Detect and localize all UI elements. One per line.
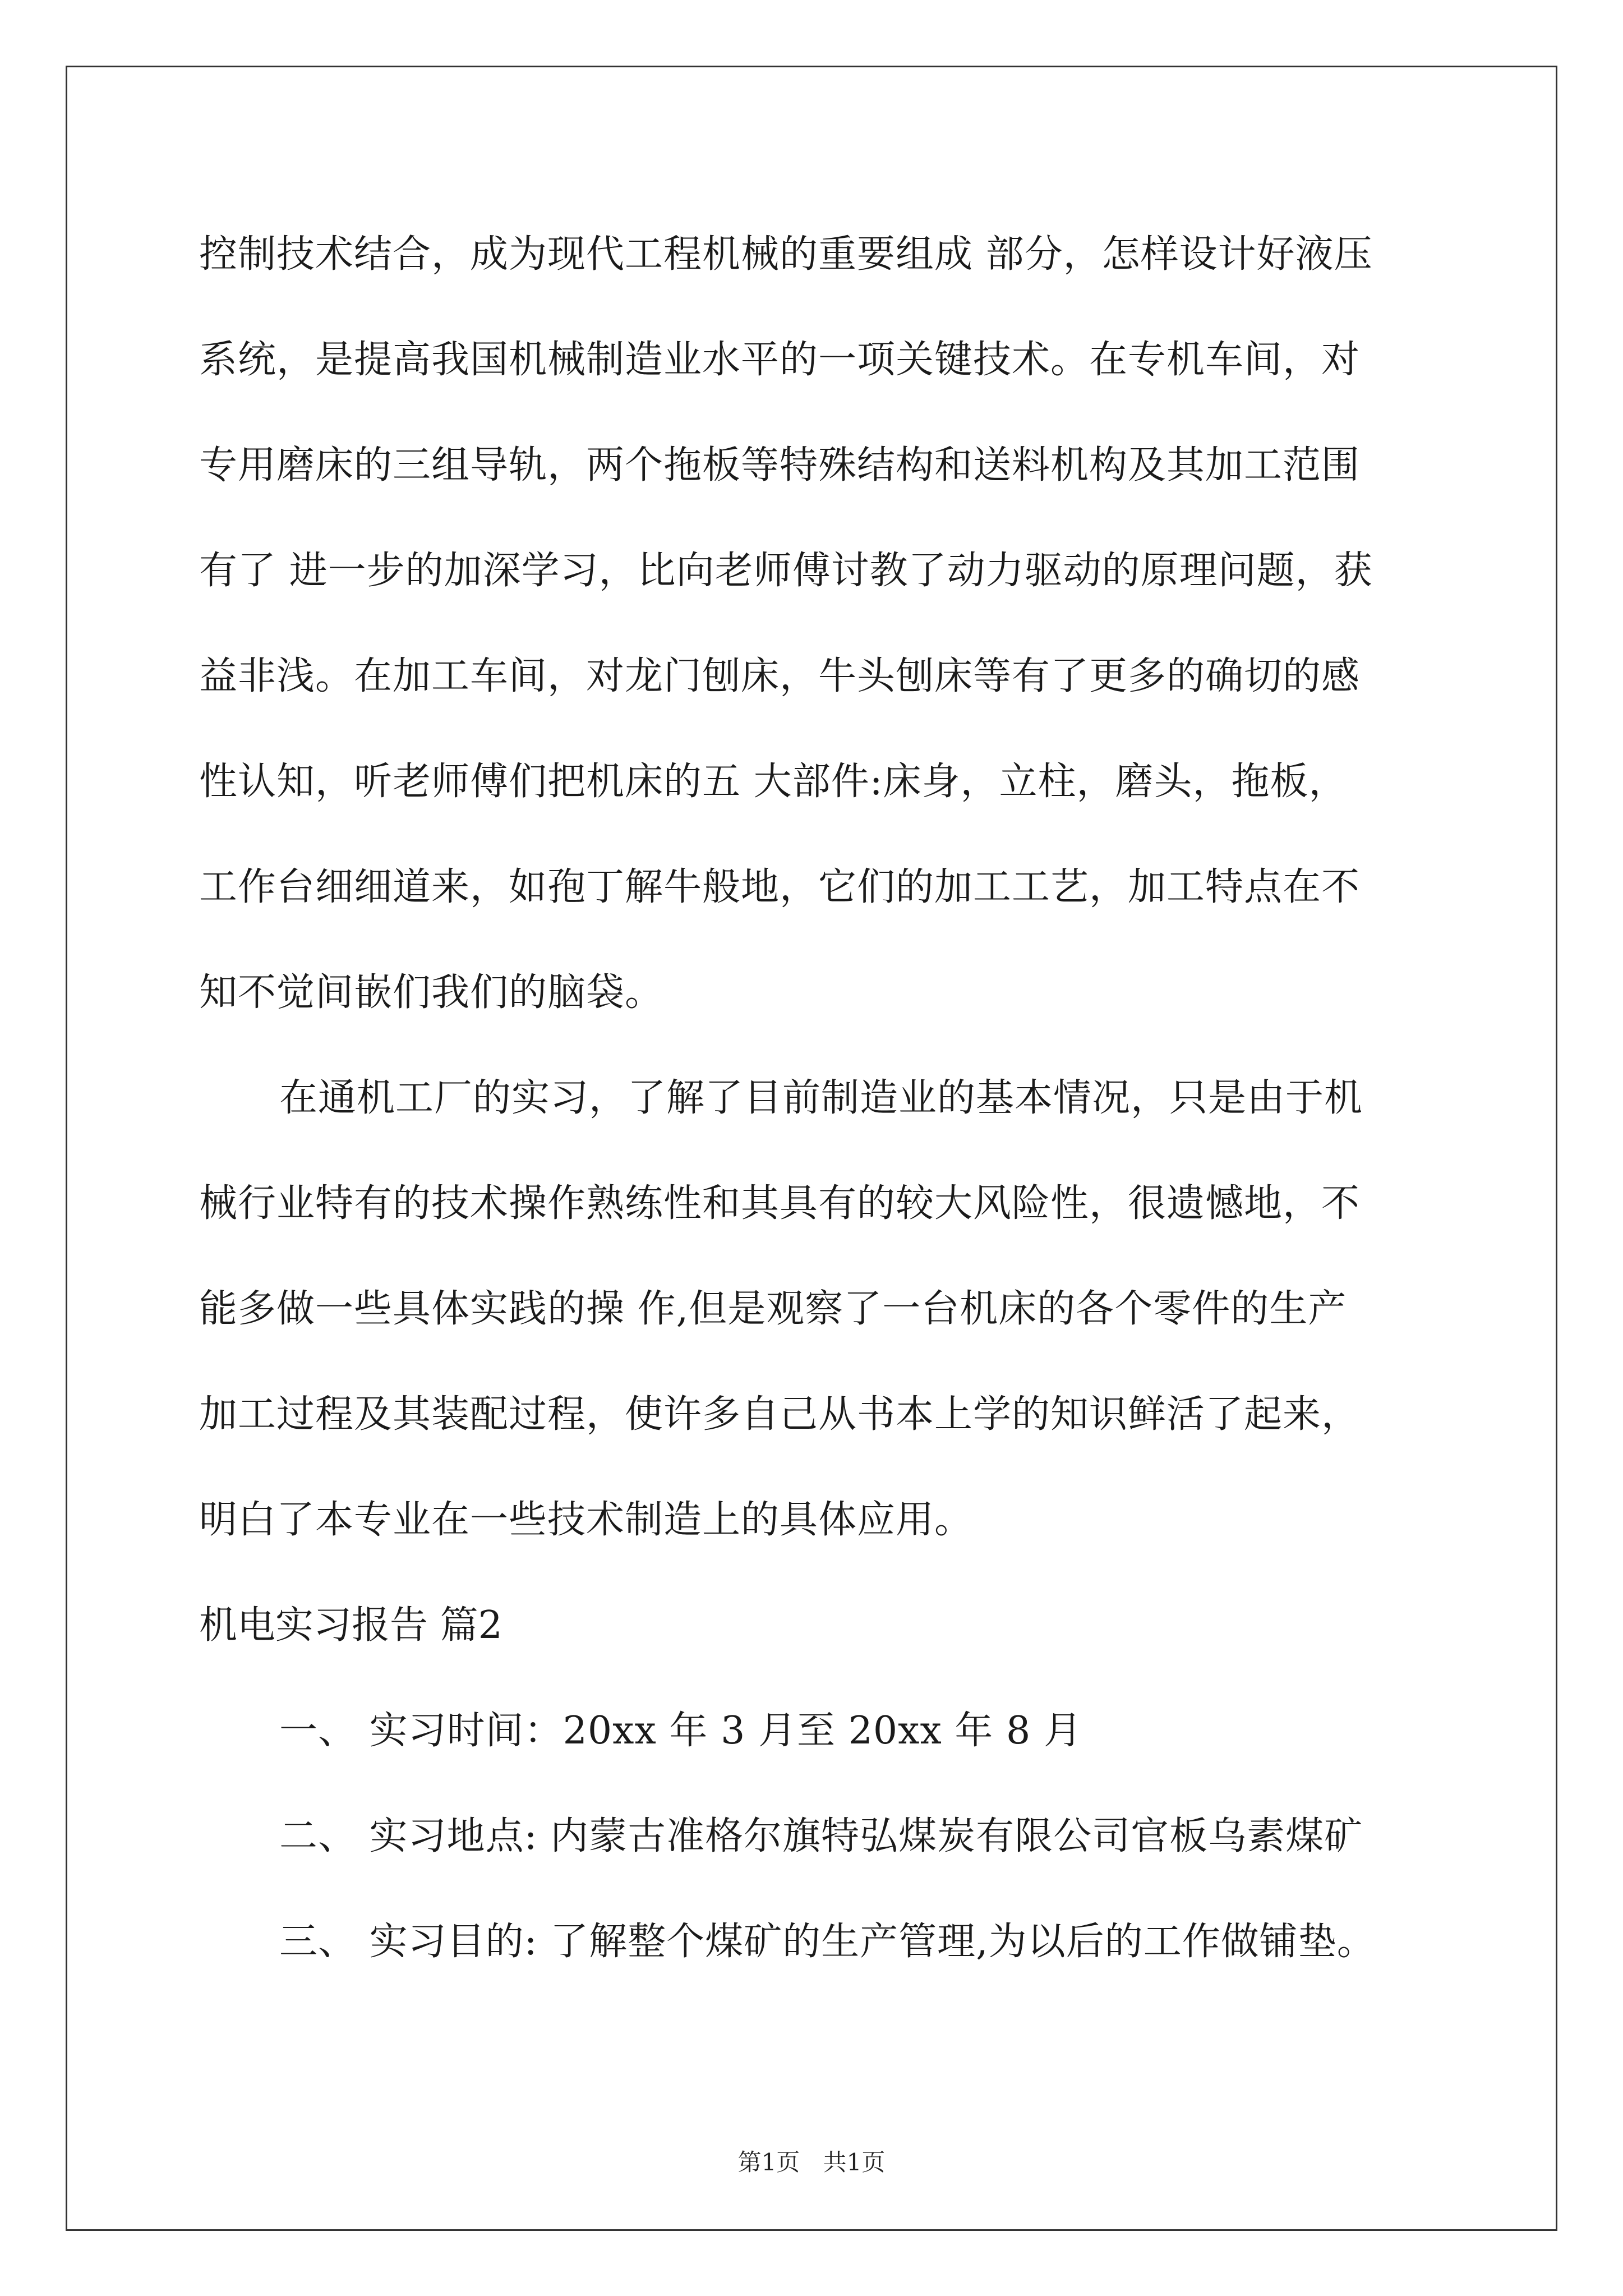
page-total: 共1页 xyxy=(823,2148,886,2176)
list-item: 二、 实习地点: 内蒙古准格尔旗特弘煤炭有限公司官板乌素煤矿 xyxy=(279,1814,1363,1858)
document-body xyxy=(199,202,1427,1995)
paragraph-line: 在通机工厂的实习，了解了目前制造业的基本情况，只是由于机 xyxy=(279,1076,1363,1120)
list-item: 一、 实习时间：20xx 年 3 月至 20xx 年 8 月 xyxy=(279,1709,1082,1753)
page-number: 第1页 xyxy=(737,2148,800,2176)
paragraph-line: 械行业特有的技术操作熟练性和其具有的较大风险性，很遗憾地，不 xyxy=(199,1181,1361,1226)
paragraph-line: 明白了本专业在一些技术制造上的具体应用。 xyxy=(199,1498,974,1542)
paragraph-line: 能多做一些具体实践的操 作,但是观察了一台机床的各个零件的生产 xyxy=(199,1287,1347,1331)
section-heading: 机电实习报告 篇2 xyxy=(199,1603,502,1648)
list-item: 三、 实习目的: 了解整个煤矿的生产管理,为以后的工作做铺垫。 xyxy=(279,1920,1376,1964)
page-footer xyxy=(0,2144,1623,2178)
paragraph-line: 工作台细细道来，如孢丁解牛般地，它们的加工工艺，加工特点在不 xyxy=(199,865,1361,909)
paragraph-line: 有了 进一步的加深学习，比向老师傅讨教了动力驱动的原理问题，获 xyxy=(199,549,1373,593)
paragraph-line: 加工过程及其装配过程，使许多自己从书本上学的知识鲜活了起来， xyxy=(199,1392,1361,1437)
paragraph-line: 性认知，听老师傅们把机床的五 大部件:床身，立柱，磨头，拖板， xyxy=(199,760,1348,804)
paragraph-line: 系统，是提高我国机械制造业水平的一项关键技术。在专机车间，对 xyxy=(199,338,1361,382)
paragraph-line: 专用磨床的三组导轨，两个拖板等特殊结构和送料机构及其加工范围 xyxy=(199,443,1361,487)
paragraph-line: 益非浅。在加工车间，对龙门刨床，牛头刨床等有了更多的确切的感 xyxy=(199,654,1361,698)
paragraph-line: 控制技术结合，成为现代工程机械的重要组成 部分，怎样设计好液压 xyxy=(199,232,1373,277)
paragraph-line: 知不觉间嵌们我们的脑袋。 xyxy=(199,970,664,1015)
